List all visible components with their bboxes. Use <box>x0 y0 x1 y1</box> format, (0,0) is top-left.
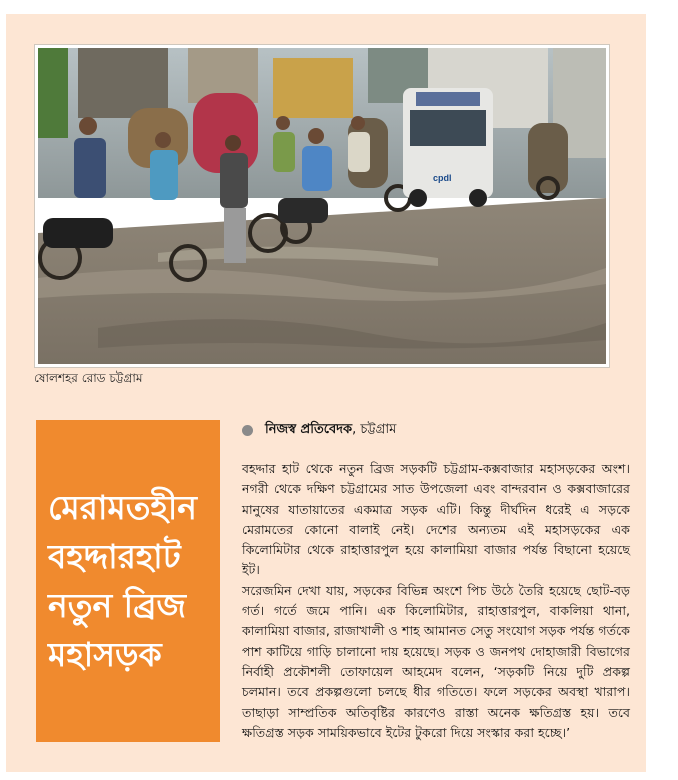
news-photo-frame <box>34 44 610 368</box>
article-paragraph: সরেজমিন দেখা যায়, সড়কের বিভিন্ন অংশে পিচ উঠে তৈরি হয়েছে ছোট-বড় গর্ত। গর্তে জমে পানি। এক কিলোমিটার, রাহাত্তারপুল, বাকলিয়া থানা, কালামিয়া বাজার, রাজাখালী ও শাহ আমানত সেতু সংযোগ সড়ক পর্যন্ত গর্তকে পাশ কাটিয়ে গাড়ি চালানো দায় হয়েছে। সড়ক ও জনপথ দোহাজারী বিভাগের নির্বাহী প্রকৌশলী তোফায়েল আহমেদ বলেন, ‘সড়কটি নিয়ে দুটি প্রকল্প চলমান। তবে প্রকল্পগুলো চলছে ধীর গতিতে। ফলে সড়কের অবস্থা খারাপ। তাছাড়া সাম্প্রতিক অতিবৃষ্টির কারণেও রাস্তা অনেক ক্ষতিগ্রস্ত হয়। তবে ক্ষতিগ্রস্ত সড়ক সাময়িকভাবে ইটের টুকরো দিয়ে সংস্কার করা হচ্ছে।’ <box>242 582 630 740</box>
truck-label: cpdl <box>433 173 452 183</box>
photo-caption: ষোলশহর রোড চট্টগ্রাম <box>34 371 143 385</box>
news-photo <box>38 48 606 364</box>
headline <box>36 483 197 679</box>
article-body <box>242 459 630 743</box>
headline-line: মেরামতহীন <box>48 488 197 527</box>
headline-line: নতুন ব্রিজ <box>48 586 187 625</box>
byline <box>242 420 396 441</box>
headline-line: বহদ্দারহাট <box>48 537 181 576</box>
reporter-name: নিজস্ব প্রতিবেদক <box>265 422 353 437</box>
byline-location: , চট্টগ্রাম <box>352 422 397 437</box>
article-paragraph: বহদ্দার হাট থেকে নতুন ব্রিজ সড়কটি চট্টগ্রাম-কক্সবাজার মহাসড়কের অংশ। নগরী থেকে দক্ষিণ চট্টগ্রামের সাত উপজেলা এবং বান্দরবান ও কক্সবাজারের মানুষের যাতায়াতের একমাত্র সড়ক এটি। কিন্তু দীর্ঘদিন ধরেই এ সড়কে মেরামতের কোনো বালাই নেই। দেশের অন্যতম এই মহাসড়কের এক কিলোমিটার থেকে রাহাত্তারপুল হয়ে কালামিয়া বাজার পর্যন্ত বিছানো হয়েছে ইট। <box>242 461 630 578</box>
headline-line: মহাসড়ক <box>48 635 162 674</box>
headline-box <box>36 420 220 742</box>
bullet-icon <box>242 425 253 436</box>
newspaper-clipping <box>6 14 646 772</box>
